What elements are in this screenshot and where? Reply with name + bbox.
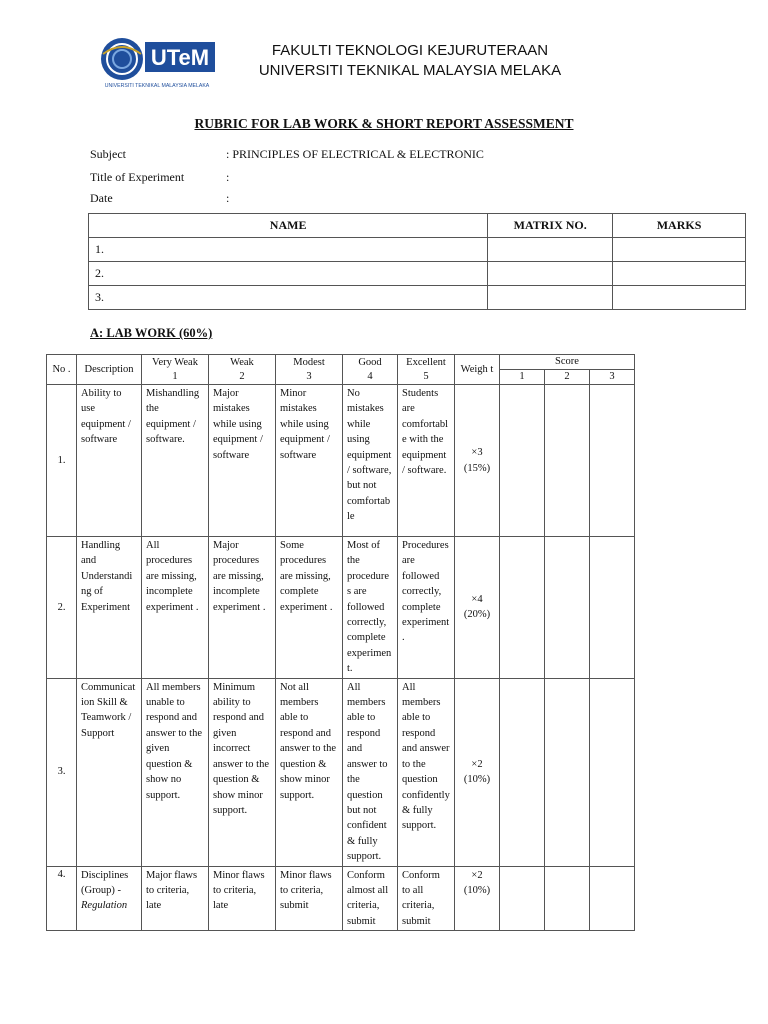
name-cell[interactable]: 2. bbox=[89, 262, 488, 286]
table-row bbox=[47, 678, 635, 866]
score-cell[interactable] bbox=[590, 385, 635, 537]
marks-cell[interactable] bbox=[613, 262, 746, 286]
utem-logo bbox=[97, 32, 217, 92]
section-a-title: A: LAB WORK (60%) bbox=[90, 326, 213, 340]
level-header-very-weak: Very Weak 1 bbox=[142, 355, 209, 385]
document-title: RUBRIC FOR LAB WORK & SHORT REPORT ASSESSMENT bbox=[194, 116, 574, 131]
matrix-cell[interactable] bbox=[488, 262, 613, 286]
criterion-good: Conform almost all criteria, submit bbox=[343, 866, 398, 931]
subject-label: Subject bbox=[90, 147, 126, 161]
name-cell[interactable]: 1. bbox=[89, 238, 488, 262]
date-value: : bbox=[226, 191, 230, 205]
score-header: Score bbox=[500, 355, 635, 370]
criterion-modest: Minor mistakes while using equipment / software bbox=[276, 385, 343, 537]
criterion-modest: Some procedures are missing, complete experiment . bbox=[276, 537, 343, 679]
description-header: Description bbox=[77, 355, 142, 385]
name-table bbox=[88, 213, 746, 310]
university-name: UNIVERSITI TEKNIKAL MALAYSIA MELAKA bbox=[258, 62, 562, 79]
matrix-cell[interactable] bbox=[488, 238, 613, 262]
score-cell[interactable] bbox=[590, 866, 635, 931]
criterion-weight: ×3 (15%) bbox=[455, 385, 500, 537]
level-header-modest: Modest 3 bbox=[276, 355, 343, 385]
matrix-header: MATRIX NO. bbox=[488, 214, 613, 238]
row-number: 1. bbox=[47, 385, 77, 537]
svg-text:UNIVERSITI TEKNIKAL MALAYSIA M: UNIVERSITI TEKNIKAL MALAYSIA MELAKA bbox=[104, 83, 210, 89]
criterion-modest: Not all members able to respond and answer to the question & show minor support. bbox=[276, 678, 343, 866]
criterion-excellent: All members able to respond and answer to the question confidently & fully support. bbox=[398, 678, 455, 866]
score-col-3: 3 bbox=[590, 370, 635, 385]
criterion-good: All members able to respond and answer to the question but not confident & fully support. bbox=[343, 678, 398, 866]
criterion-weak: Major procedures are missing, incomplete experiment . bbox=[209, 537, 276, 679]
criterion-good: No mistakes while using equipment / software, but not comfortable bbox=[343, 385, 398, 537]
criterion-description: Ability to use equipment / software bbox=[77, 385, 142, 537]
criterion-description: Communication Skill & Teamwork / Support bbox=[77, 678, 142, 866]
weight-header: Weigh t bbox=[455, 355, 500, 385]
criterion-weak: Minimum ability to respond and given incorrect answer to the question & show minor support. bbox=[209, 678, 276, 866]
criterion-very-weak: Major flaws to criteria, late bbox=[142, 866, 209, 931]
score-cell[interactable] bbox=[545, 385, 590, 537]
marks-cell[interactable] bbox=[613, 238, 746, 262]
score-cell[interactable] bbox=[500, 385, 545, 537]
score-cell[interactable] bbox=[590, 678, 635, 866]
table-row bbox=[47, 866, 635, 931]
name-table-header bbox=[89, 214, 746, 238]
criterion-weak: Major mistakes while using equipment / software bbox=[209, 385, 276, 537]
row-number: 4. bbox=[47, 866, 77, 931]
score-cell[interactable] bbox=[590, 537, 635, 679]
level-header-weak: Weak 2 bbox=[209, 355, 276, 385]
row-number: 3. bbox=[47, 678, 77, 866]
score-cell[interactable] bbox=[500, 866, 545, 931]
marks-header: MARKS bbox=[613, 214, 746, 238]
criterion-description: Handling and Understanding of Experiment bbox=[77, 537, 142, 679]
criterion-good: Most of the procedures are followed correctly, complete experiment. bbox=[343, 537, 398, 679]
svg-text:UTeM: UTeM bbox=[150, 45, 210, 70]
date-label: Date bbox=[90, 191, 113, 205]
table-row bbox=[89, 238, 746, 262]
name-cell[interactable]: 3. bbox=[89, 286, 488, 310]
criterion-weight: ×2 (10%) bbox=[455, 866, 500, 931]
table-row bbox=[89, 286, 746, 310]
criterion-very-weak: Mishandling the equipment / software. bbox=[142, 385, 209, 537]
score-cell[interactable] bbox=[500, 678, 545, 866]
criterion-very-weak: All procedures are missing, incomplete experiment . bbox=[142, 537, 209, 679]
score-cell[interactable] bbox=[545, 678, 590, 866]
matrix-cell[interactable] bbox=[488, 286, 613, 310]
criterion-weak: Minor flaws to criteria, late bbox=[209, 866, 276, 931]
row-number: 2. bbox=[47, 537, 77, 679]
criterion-excellent: Students are comfortable with the equipment / software. bbox=[398, 385, 455, 537]
name-header: NAME bbox=[89, 214, 488, 238]
faculty-name: FAKULTI TEKNOLOGI KEJURUTERAAN bbox=[271, 42, 549, 59]
criterion-weight: ×2 (10%) bbox=[455, 678, 500, 866]
experiment-value: : bbox=[226, 170, 230, 184]
table-row bbox=[89, 262, 746, 286]
level-header-excellent: Excellent 5 bbox=[398, 355, 455, 385]
criterion-excellent: Conform to all criteria, submit bbox=[398, 866, 455, 931]
marks-cell[interactable] bbox=[613, 286, 746, 310]
no-header: No . bbox=[47, 355, 77, 385]
rubric-header-row bbox=[47, 355, 635, 370]
score-col-1: 1 bbox=[500, 370, 545, 385]
criterion-excellent: Procedures are followed correctly, complete experiment. bbox=[398, 537, 455, 679]
criterion-description: Disciplines (Group) - Regulation bbox=[77, 866, 142, 931]
criterion-weight: ×4 (20%) bbox=[455, 537, 500, 679]
rubric-table bbox=[46, 354, 635, 931]
score-cell[interactable] bbox=[545, 866, 590, 931]
score-col-2: 2 bbox=[545, 370, 590, 385]
score-cell[interactable] bbox=[500, 537, 545, 679]
criterion-very-weak: All members unable to respond and answer to the given question & show no support. bbox=[142, 678, 209, 866]
table-row bbox=[47, 537, 635, 679]
subject-value: : PRINCIPLES OF ELECTRICAL & ELECTRONIC bbox=[226, 147, 484, 161]
level-header-good: Good 4 bbox=[343, 355, 398, 385]
score-cell[interactable] bbox=[545, 537, 590, 679]
experiment-label: Title of Experiment bbox=[90, 170, 185, 184]
criterion-modest: Minor flaws to criteria, submit bbox=[276, 866, 343, 931]
table-row bbox=[47, 385, 635, 537]
